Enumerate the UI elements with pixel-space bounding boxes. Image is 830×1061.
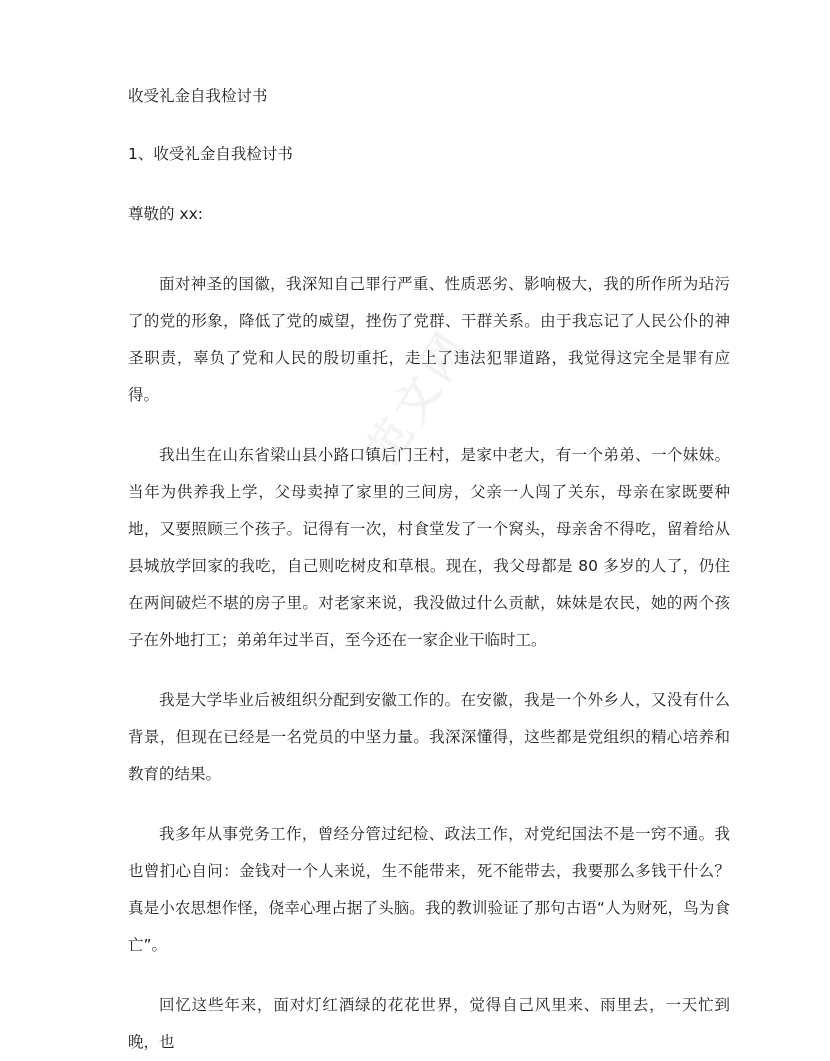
document-content [128,84,730,1061]
body-paragraph: 我多年从事党务工作，曾经分管过纪检、政法工作，对党纪国法不是一窍不通。我也曾扪心自问：金钱对一个人来说，生不能带来，死不能带去，我要那么多钱干什么？真是小农思想作怪，侥幸心理占据了头脑。我的教训验证了那句古语“人为财死，鸟为食亡”。 [128,825,730,954]
body-paragraph: 我是大学毕业后被组织分配到安徽工作的。在安徽，我是一个外乡人，又没有什么背景，但现在已经是一名党员的中坚力量。我深深懂得，这些都是党组织的精心培养和教育的结果。 [128,691,730,783]
page-title: 收受礼金自我检讨书 [128,87,268,105]
body-paragraph: 我出生在山东省梁山县小路口镇后门王村，是家中老大，有一个弟弟、一个妹妹。当年为供养我上学，父母卖掉了家里的三间房，父亲一人闯了关东，母亲在家既要种地，又要照顾三个孩子。记得有一次，村食堂发了一个窝头，母亲舍不得吃，留着给从县城放学回家的我吃，自己则吃树皮和草根。现在，我父母都是 80 多岁的人了，仍住在两间破烂不堪的房子里。对老家来说，我没做过什么贡献，妹妹是农民，她的两个孩子在外地打工；弟弟年过半百，至今还在一家企业干临时工。 [128,446,730,649]
section-heading: 1、收受礼金自我检讨书 [128,145,293,163]
body-paragraph: 面对神圣的国徽，我深知自己罪行严重、性质恶劣、影响极大，我的所作所为玷污了的党的形象，降低了党的威望，挫伤了党群、干群关系。由于我忘记了人民公仆的神圣职责，辜负了党和人民的殷切重托，走上了违法犯罪道路，我觉得这完全是罪有应得。 [128,275,730,404]
salutation: 尊敬的 xx: [128,205,203,223]
body-paragraph: 回忆这些年来，面对灯红酒绿的花花世界，觉得自己风里来、雨里去，一天忙到晚，也 [128,996,730,1051]
